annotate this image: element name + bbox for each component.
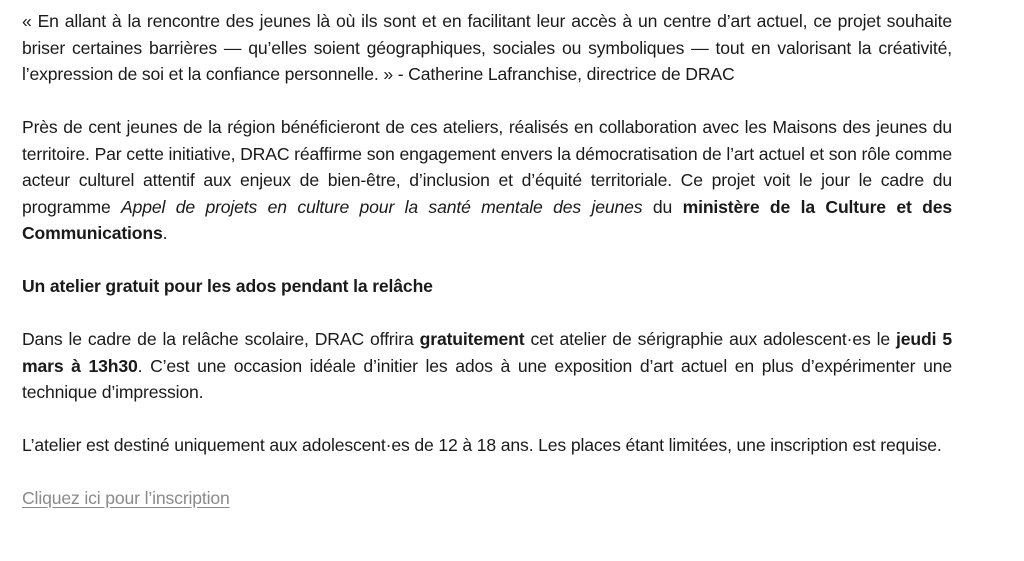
section-heading: Un atelier gratuit pour les ados pendant la relâche: [22, 276, 433, 296]
project-paragraph-end: .: [162, 223, 168, 243]
workshop-paragraph-middle: cet atelier de sérigraphie aux adolescent·es le: [524, 329, 897, 349]
workshop-paragraph-end: . C’est une occasion idéale d’initier les ados à une exposition d’art actuel en plus d’expérimenter une technique d’impression.: [22, 355, 952, 402]
workshop-paragraph: [22, 326, 952, 406]
project-paragraph-text: Près de cent jeunes de la région bénéficieront de ces ateliers, réalisés en collaboration avec les Maisons des jeunes du territoire. Par cette initiative, DRAC réaffirme son engagement envers la démocratisation de l’art actuel et son rôle comme acteur culturel attentif aux enjeux de bien-être, d’inclusion et d’équité territoriale. Ce projet voit le jour le cadre du programme: [22, 117, 952, 217]
program-name: Appel de projets en culture pour la santé mentale des jeunes: [121, 196, 643, 217]
project-paragraph-connector: du: [642, 196, 683, 217]
eligibility-paragraph: L’atelier est destiné uniquement aux adolescent·es de 12 à 18 ans. Les places étant limitées, une inscription est requise.: [22, 435, 942, 455]
article-body: [22, 8, 952, 512]
registration-link[interactable]: Cliquez ici pour l’inscription: [22, 488, 230, 508]
director-quote: « En allant à la rencontre des jeunes là où ils sont et en facilitant leur accès à un centre d’art actuel, ce projet souhaite briser certaines barrières — qu’elles soient géographiques, sociales ou symboliques — tout en valorisant la créativité, l’expression de soi et la confiance personnelle. » - Catherine Lafranchise, directrice de DRAC: [22, 11, 952, 84]
workshop-paragraph-start: Dans le cadre de la relâche scolaire, DRAC offrira: [22, 329, 420, 349]
project-paragraph: [22, 114, 952, 247]
ministry-name: ministère de la Culture et des Communications: [22, 196, 953, 243]
workshop-date: jeudi 5 mars à 13h30: [22, 329, 953, 376]
free-emphasis: gratuitement: [419, 329, 525, 349]
